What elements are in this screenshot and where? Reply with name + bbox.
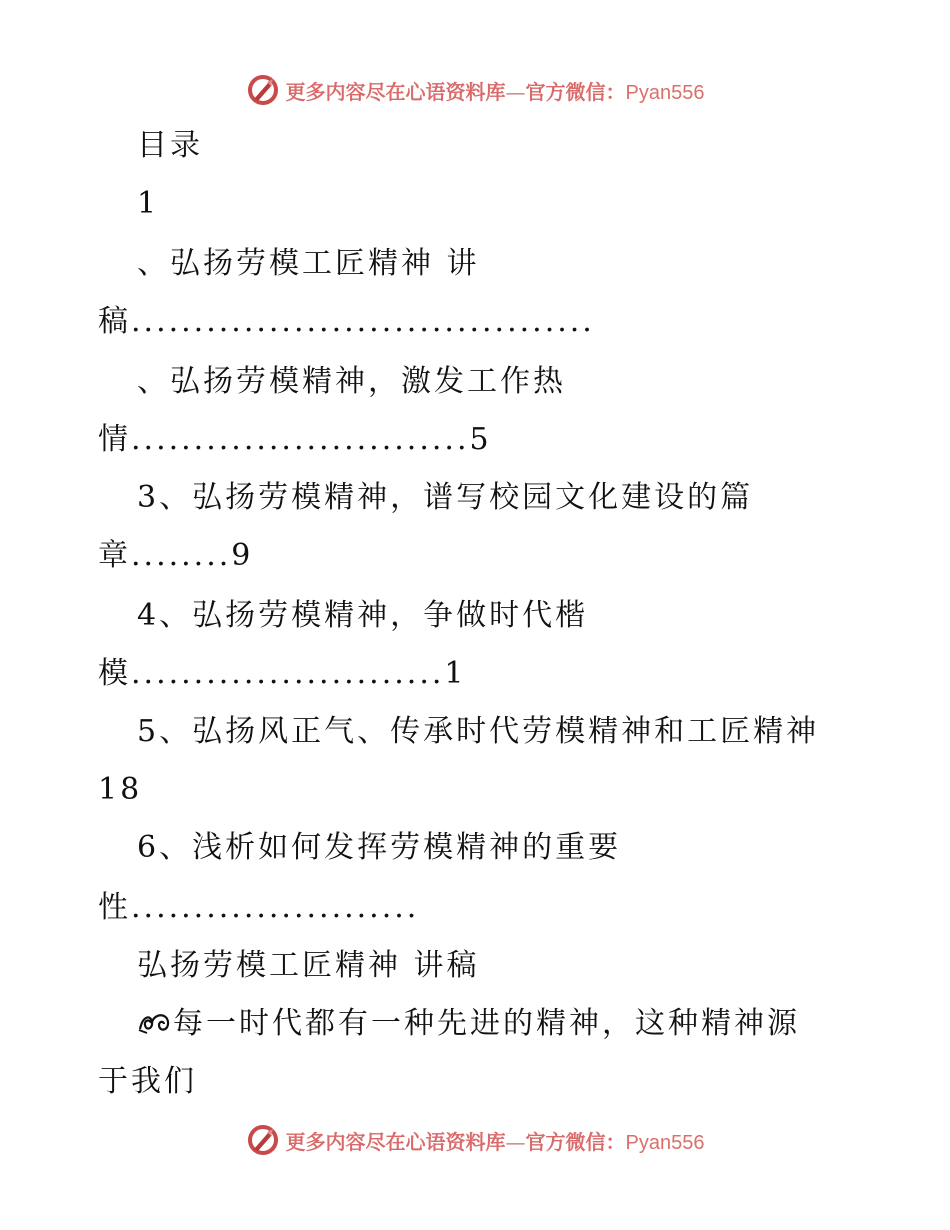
pen-logo-icon [246,1123,280,1157]
toc-heading: 目录 [137,128,203,163]
footer-watermark-text: 更多内容尽在心语资料库—官方微信：Pyan556 [285,1129,705,1154]
toc-item-1-leader: 稿..................................... [98,304,595,339]
paragraph-text-1: 每一时代都有一种先进的精神，这种精神源 [173,1006,800,1041]
paragraph-line-2: 于我们 [98,1064,197,1099]
section-title: 弘扬劳模工匠精神 讲稿 [137,948,480,983]
toc-item-2-leader: 情...........................5 [98,422,492,457]
toc-item-2-title: 、弘扬劳模精神，激发工作热 [137,364,566,399]
pen-logo-icon [246,73,280,107]
paragraph-line-1 [137,1004,800,1044]
toc-item-5-title: 5、弘扬风正气、传承时代劳模精神和工匠精神 [137,714,820,749]
header-watermark-text: 更多内容尽在心语资料库—官方微信：Pyan556 [285,79,705,104]
header-watermark [0,70,950,110]
toc-item-6-title: 6、浅析如何发挥劳模精神的重要 [137,830,622,865]
footer-watermark [0,1120,950,1160]
toc-item-1-title: 、弘扬劳模工匠精神 讲 [137,246,480,281]
toc-item-5-page: 18 [98,772,143,807]
toc-item-4-leader: 模.........................1 [98,656,467,691]
toc-item-3-title: 3、弘扬劳模精神，谱写校园文化建设的篇 [137,480,754,515]
toc-number: 1 [137,186,160,221]
ornament-icon [137,1009,173,1035]
toc-item-6-leader: 性....................... [98,890,420,925]
toc-item-3-leader: 章........9 [98,538,254,573]
toc-item-4-title: 4、弘扬劳模精神，争做时代楷 [137,598,589,633]
